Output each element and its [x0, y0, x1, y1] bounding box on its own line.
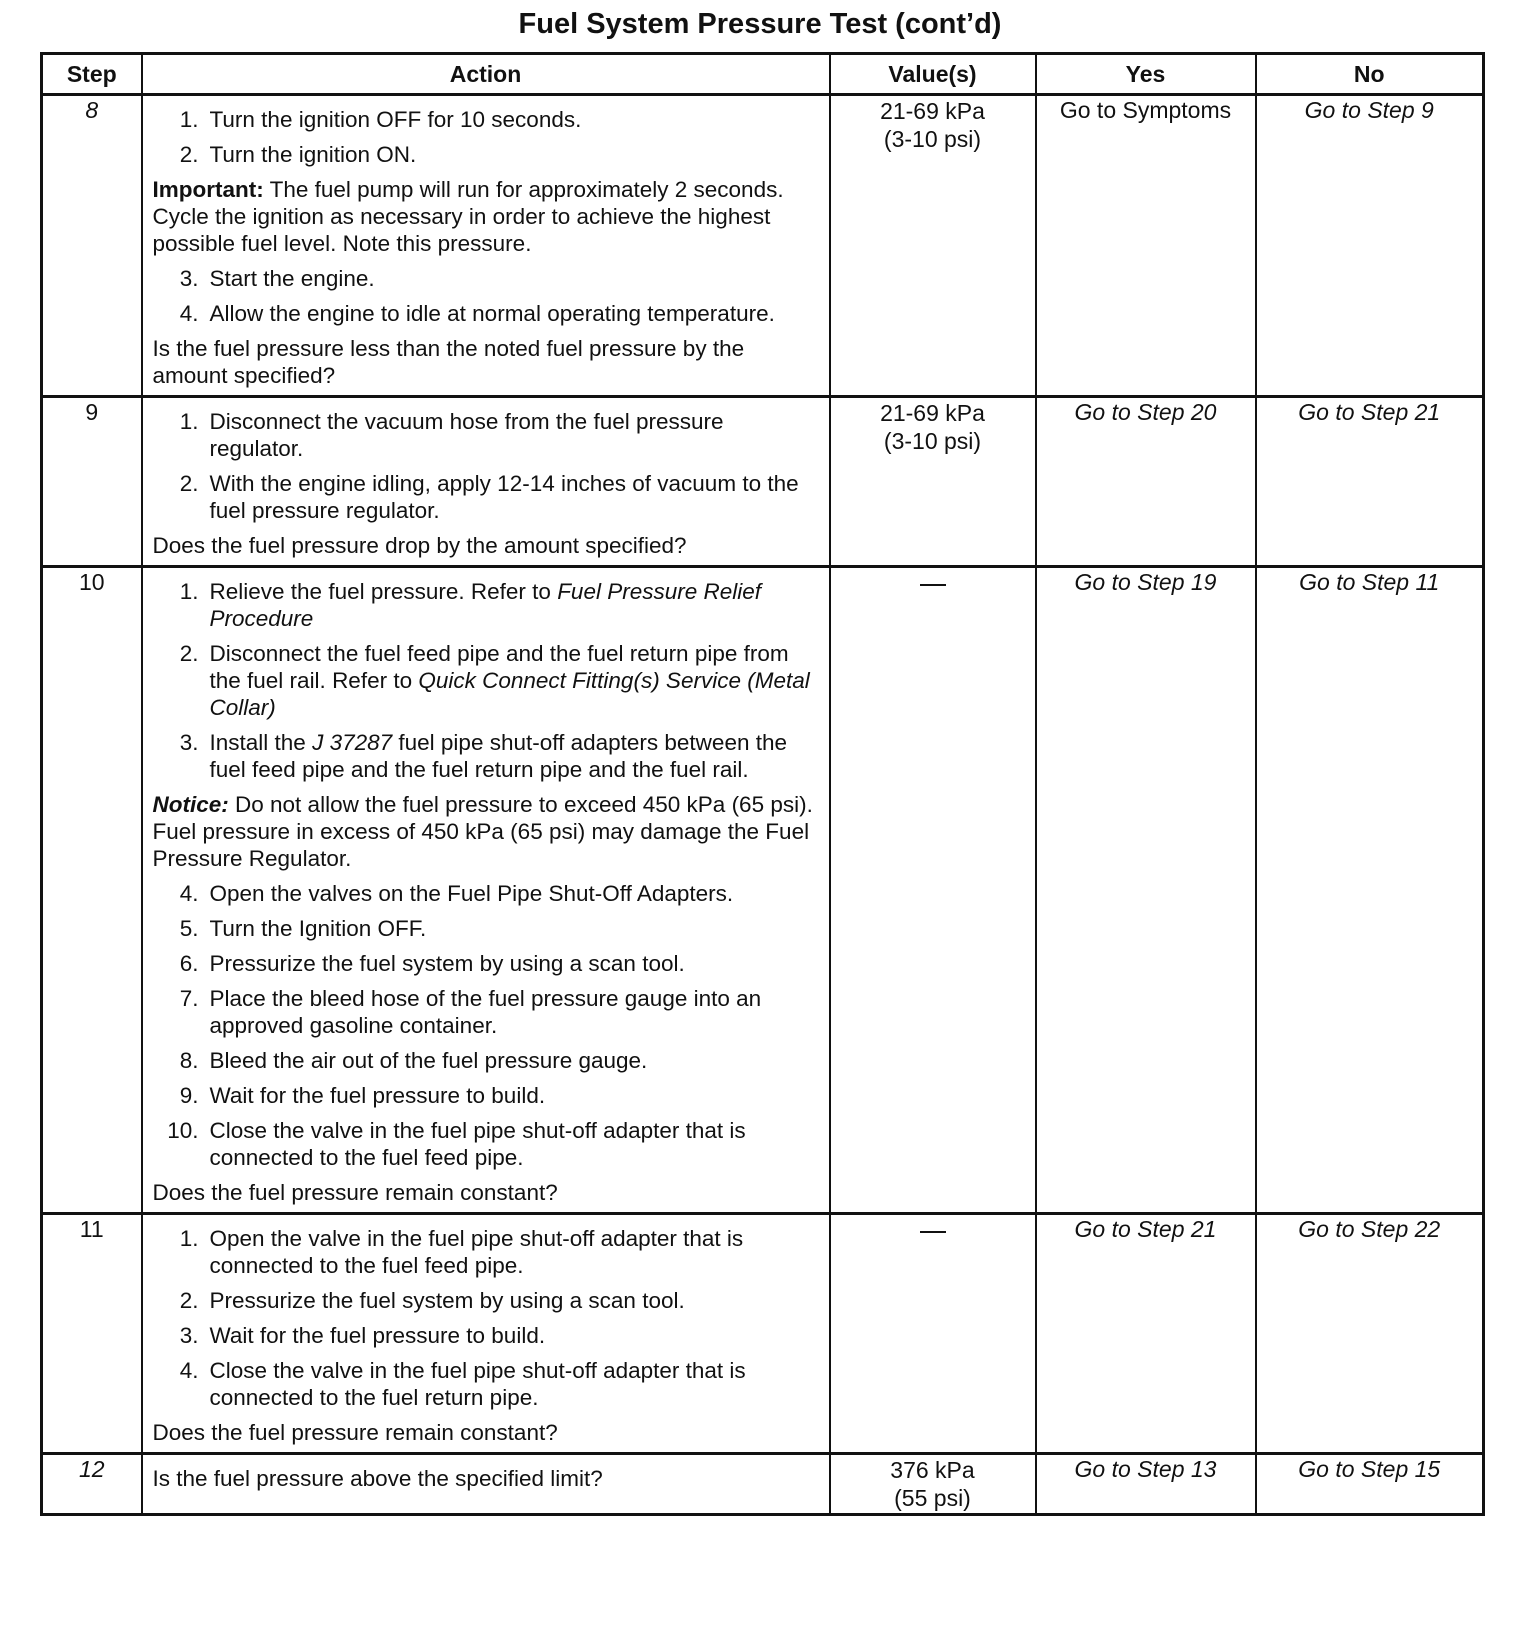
- action-question: Does the fuel pressure remain constant?: [152, 1180, 558, 1205]
- step-number: 12: [42, 1454, 142, 1515]
- important-note: Important: The fuel pump will run for approximately 2 seconds. Cycle the ignition as necessary in order to achieve the highest possible fuel level. Note this pressure.: [152, 177, 784, 256]
- action-item: 5. Turn the Ignition OFF.: [179, 916, 427, 941]
- header-values: Value(s): [830, 54, 1036, 95]
- action-item: 7. Place the bleed hose of the fuel pressure gauge into an approved gasoline container.: [179, 986, 762, 1038]
- header-yes: Yes: [1036, 54, 1256, 95]
- action-item: 1. Relieve the fuel pressure. Refer to Fuel Pressure Relief Procedure: [179, 579, 762, 631]
- value-cell: 21-69 kPa (3-10 psi): [830, 397, 1036, 567]
- yes-cell: [1036, 1454, 1256, 1515]
- no-link[interactable]: Go to Step 9: [1304, 97, 1434, 123]
- table-row-step-8: [42, 95, 1484, 397]
- no-cell: [1256, 1214, 1484, 1454]
- action-cell: [142, 1214, 830, 1454]
- table-header-row: [42, 54, 1484, 95]
- step-number: 8: [42, 95, 142, 397]
- step-number: 11: [42, 1214, 142, 1454]
- no-cell: [1256, 95, 1484, 397]
- action-item: 4. Allow the engine to idle at normal operating temperature.: [179, 301, 775, 326]
- yes-cell: [1036, 397, 1256, 567]
- action-question: Is the fuel pressure less than the noted fuel pressure by the amount specified?: [152, 336, 745, 388]
- yes-link[interactable]: Go to Symptoms: [1059, 97, 1232, 123]
- table-row-step-12: [42, 1454, 1484, 1515]
- no-link[interactable]: Go to Step 15: [1298, 1456, 1441, 1482]
- table-row-step-10: [42, 567, 1484, 1214]
- action-item: 3. Install the J 37287 fuel pipe shut-off adapters between the fuel feed pipe and the fuel return pipe and the fuel rail.: [179, 730, 788, 782]
- action-item: 1. Open the valve in the fuel pipe shut-off adapter that is connected to the fuel feed pipe.: [179, 1226, 744, 1278]
- value-cell: 376 kPa (55 psi): [830, 1454, 1036, 1515]
- action-item: 4. Open the valves on the Fuel Pipe Shut-Off Adapters.: [179, 881, 734, 906]
- action-question: Is the fuel pressure above the specified limit?: [152, 1466, 603, 1491]
- action-cell: [142, 95, 830, 397]
- action-item: 2. Disconnect the fuel feed pipe and the fuel return pipe from the fuel rail. Refer to Quick Connect Fitting(s) Service (Metal Collar): [179, 641, 810, 720]
- action-item: 10. Close the valve in the fuel pipe shut-off adapter that is connected to the fuel feed pipe.: [167, 1118, 746, 1170]
- no-value-dash: [920, 1231, 946, 1233]
- yes-link[interactable]: Go to Step 19: [1074, 569, 1217, 595]
- action-item: 4. Close the valve in the fuel pipe shut-off adapter that is connected to the fuel return pipe.: [179, 1358, 746, 1410]
- notice-note: Notice: Do not allow the fuel pressure to exceed 450 kPa (65 psi). Fuel pressure in excess of 450 kPa (65 psi) may damage the Fuel Pressure Regulator.: [152, 792, 813, 871]
- fuel-pressure-test-table: [40, 52, 1485, 1516]
- action-item: 1. Turn the ignition OFF for 10 seconds.: [179, 107, 582, 132]
- no-value-dash: [920, 584, 946, 586]
- no-cell: [1256, 397, 1484, 567]
- yes-cell: [1036, 567, 1256, 1214]
- action-item: 8. Bleed the air out of the fuel pressure gauge.: [179, 1048, 648, 1073]
- action-question: Does the fuel pressure remain constant?: [152, 1420, 558, 1445]
- action-cell: [142, 567, 830, 1214]
- action-item: 3. Wait for the fuel pressure to build.: [179, 1323, 546, 1348]
- action-item: 2. With the engine idling, apply 12-14 inches of vacuum to the fuel pressure regulator.: [179, 471, 799, 523]
- step-number: 9: [42, 397, 142, 567]
- yes-link[interactable]: Go to Step 13: [1074, 1456, 1217, 1482]
- procedure-reference: Quick Connect Fitting(s) Service (Metal Collar): [209, 668, 810, 720]
- procedure-reference: Fuel Pressure Relief Procedure: [209, 579, 762, 631]
- page-title: Fuel System Pressure Test (cont’d): [518, 8, 1002, 40]
- yes-cell: [1036, 1214, 1256, 1454]
- action-cell: [142, 397, 830, 567]
- no-cell: [1256, 1454, 1484, 1515]
- action-question: Does the fuel pressure drop by the amount specified?: [152, 533, 687, 558]
- value-cell: [830, 567, 1036, 1214]
- no-link[interactable]: Go to Step 11: [1299, 569, 1440, 595]
- action-item: 2. Pressurize the fuel system by using a scan tool.: [179, 1288, 685, 1313]
- yes-link[interactable]: Go to Step 21: [1074, 1216, 1217, 1242]
- action-item: 1. Disconnect the vacuum hose from the fuel pressure regulator.: [179, 409, 724, 461]
- no-link[interactable]: Go to Step 21: [1298, 399, 1441, 425]
- action-item: 3. Start the engine.: [179, 266, 375, 291]
- value-cell: 21-69 kPa (3-10 psi): [830, 95, 1036, 397]
- action-item: 6. Pressurize the fuel system by using a scan tool.: [179, 951, 685, 976]
- header-no: No: [1256, 54, 1484, 95]
- step-number: 10: [42, 567, 142, 1214]
- table-row-step-9: [42, 397, 1484, 567]
- action-cell: [142, 1454, 830, 1515]
- action-item: 2. Turn the ignition ON.: [179, 142, 417, 167]
- yes-cell: [1036, 95, 1256, 397]
- no-link[interactable]: Go to Step 22: [1298, 1216, 1441, 1242]
- action-item: 9. Wait for the fuel pressure to build.: [179, 1083, 546, 1108]
- yes-link[interactable]: Go to Step 20: [1074, 399, 1217, 425]
- tool-reference: J 37287: [312, 730, 393, 755]
- table-row-step-11: [42, 1214, 1484, 1454]
- header-action: Action: [142, 54, 830, 95]
- header-step: Step: [42, 54, 142, 95]
- no-cell: [1256, 567, 1484, 1214]
- value-cell: [830, 1214, 1036, 1454]
